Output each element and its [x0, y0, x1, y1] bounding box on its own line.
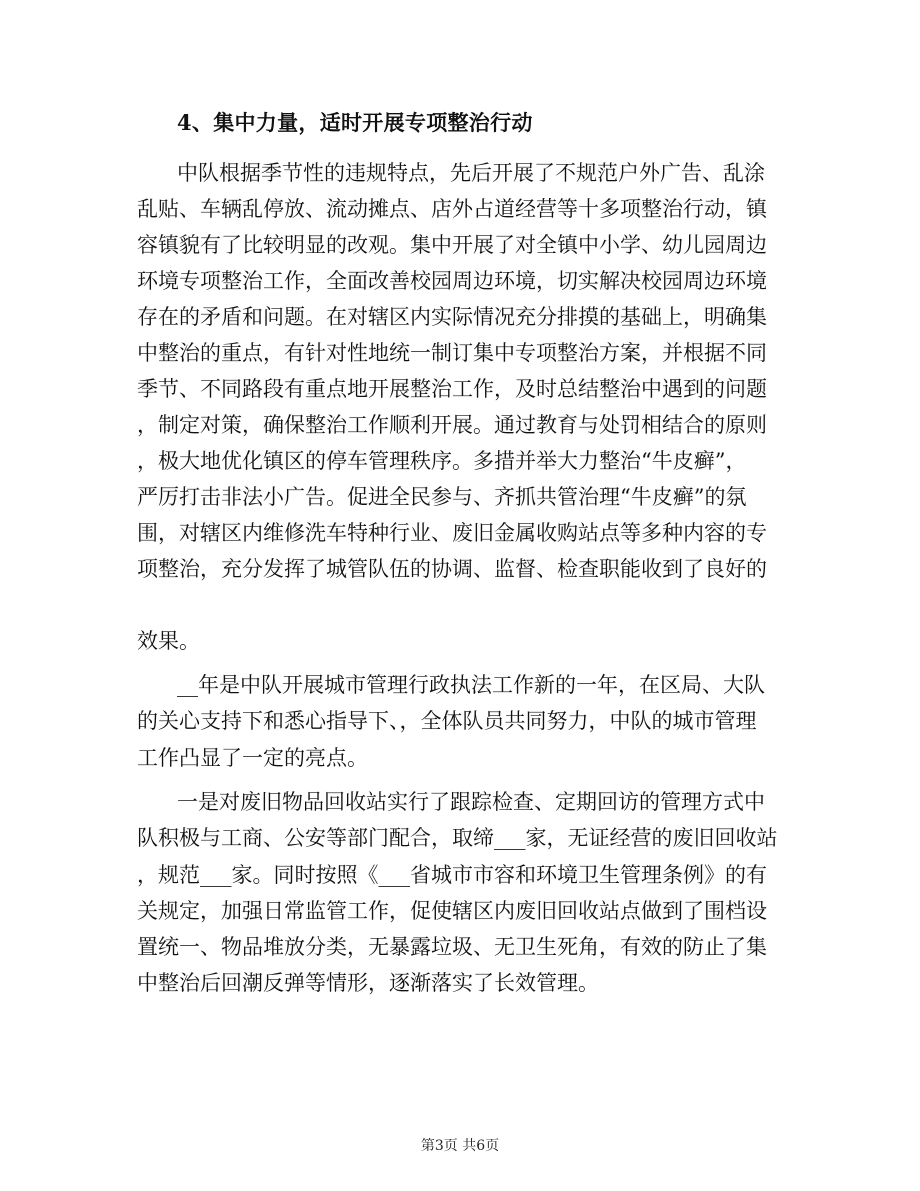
page-number: 第3页 共6页 — [420, 1138, 500, 1154]
section-heading: 4、集中力量，适时开展专项整治行动 — [177, 110, 533, 135]
paragraph-line: 效果。 — [137, 629, 200, 653]
paragraph-line: 队积极与工商、公安等部门配合，取缔___家，无证经营的废旧回收站 — [137, 826, 778, 850]
paragraph-line: 环境专项整治工作，全面改善校园周边环境，切实解决校园周边环境 — [137, 269, 767, 293]
paragraph-line: 中整治的重点，有针对性地统一制订集中专项整治方案，并根据不同 — [137, 341, 767, 365]
paragraph-line: ，规范___家。同时按照《___省城市市容和环境卫生管理条例》的有 — [137, 863, 767, 887]
paragraph-line: 关规定，加强日常监管工作，促使辖区内废旧回收站点做到了围档设 — [137, 899, 767, 923]
paragraph-line: __年是中队开展城市管理行政执法工作新的一年，在区局、大队 — [177, 673, 765, 697]
paragraph-line: 中队根据季节性的违规特点，先后开展了不规范户外广告、乱涂 — [177, 161, 765, 185]
paragraph-line: 一是对废旧物品回收站实行了跟踪检查、定期回访的管理方式中 — [177, 790, 765, 814]
paragraph-line: 中整治后回潮反弹等情形，逐渐落实了长效管理。 — [137, 971, 599, 995]
paragraph-line: ，制定对策，确保整治工作顺利开展。通过教育与处罚相结合的原则 — [137, 413, 767, 437]
paragraph-line: 工作凸显了一定的亮点。 — [137, 746, 368, 770]
paragraph-line: 严厉打击非法小广告。促进全民参与、齐抓共管治理“牛皮癣”的氛 — [137, 485, 747, 509]
paragraph-line: 围，对辖区内维修洗车特种行业、废旧金属收购站点等多种内容的专 — [137, 521, 767, 545]
paragraph-line: 容镇貌有了比较明显的改观。集中开展了对全镇中小学、幼儿园周边 — [137, 233, 767, 257]
paragraph-line: ，极大地优化镇区的停车管理秩序。多措并举大力整治“牛皮癣”， — [137, 449, 747, 473]
paragraph-line: 存在的矛盾和问题。在对辖区内实际情况充分排摸的基础上，明确集 — [137, 305, 767, 329]
paragraph-line: 项整治，充分发挥了城管队伍的协调、监督、检查职能收到了良好的 — [137, 557, 767, 581]
paragraph-line: 置统一、物品堆放分类，无暴露垃圾、无卫生死角，有效的防止了集 — [137, 935, 767, 959]
paragraph-line: 乱贴、车辆乱停放、流动摊点、店外占道经营等十多项整治行动，镇 — [137, 197, 767, 221]
paragraph-line: 的关心支持下和悉心指导下、，全体队员共同努力，中队的城市管理 — [137, 709, 757, 733]
paragraph-line: 季节、不同路段有重点地开展整治工作，及时总结整治中遇到的问题 — [137, 377, 767, 401]
